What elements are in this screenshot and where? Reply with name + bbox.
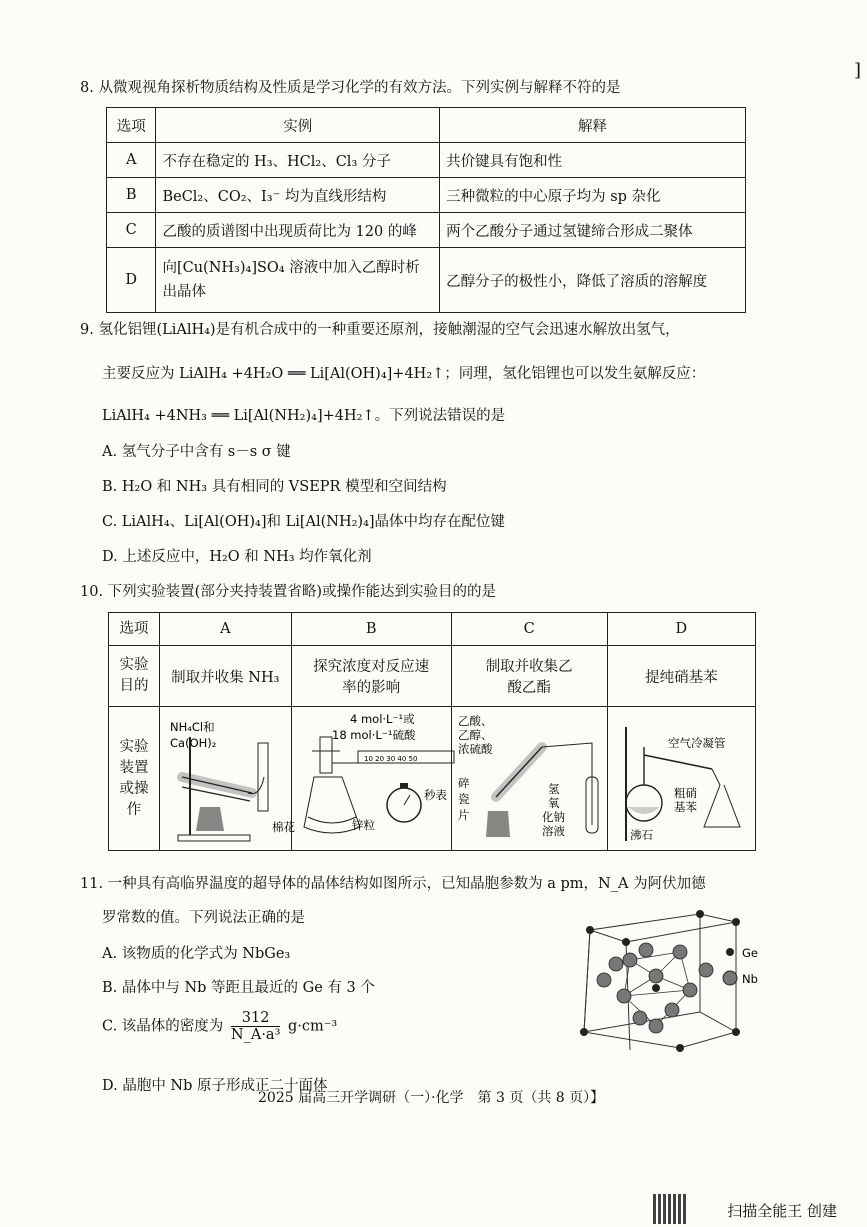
q10-header-b: B bbox=[291, 613, 451, 646]
q11-option-a: A. 该物质的化学式为 NbGe₃ bbox=[102, 946, 291, 962]
q8-option-d: D bbox=[107, 248, 156, 313]
label-acetic-acid: 乙酸、 bbox=[457, 714, 493, 728]
apparatus-b-drawing bbox=[292, 707, 462, 850]
q8-option-a: A bbox=[107, 143, 156, 178]
label-caoh2: Ca(OH)₂ bbox=[169, 736, 217, 750]
q10-header-option: 选项 bbox=[109, 613, 160, 646]
label-solution: 溶液 bbox=[541, 824, 565, 838]
q8-example-c: 乙酸的质谱图中出现质荷比为 120 的峰 bbox=[156, 213, 440, 248]
legend-nb-marker bbox=[723, 971, 737, 985]
q9-option-d: D. 上述反应中，H₂O 和 NH₃ 均作氧化剂 bbox=[102, 549, 372, 565]
label-hydrogen: 氢 bbox=[547, 782, 560, 796]
legend-ge-label: Ge bbox=[742, 946, 758, 960]
q8-stem: 8. 从微观视角探析物质结构及性质是学习化学的有效方法。下列实例与解释不符的是 bbox=[80, 80, 621, 96]
q11-stem-line2: 罗常数的值。下列说法正确的是 bbox=[102, 910, 305, 926]
label-sodium: 化钠 bbox=[541, 810, 565, 824]
q10-header-d: D bbox=[607, 613, 755, 646]
table-header-row bbox=[107, 108, 746, 143]
table-row bbox=[107, 248, 746, 313]
q8-example-a: 不存在稳定的 H₃、HCl₂、Cl₃ 分子 bbox=[156, 143, 440, 178]
q8-header-option: 选项 bbox=[107, 108, 156, 143]
q8-table bbox=[106, 107, 746, 313]
label-syringe-scale: 10 20 30 40 50 bbox=[363, 755, 418, 763]
density-denominator: N_A·a³ bbox=[230, 1027, 281, 1043]
q8-header-explanation: 解释 bbox=[440, 108, 746, 143]
density-numerator: 312 bbox=[231, 1010, 280, 1027]
qr-code-icon bbox=[653, 1194, 687, 1224]
table-row bbox=[107, 178, 746, 213]
q9-option-b: B. H₂O 和 NH₃ 具有相同的 VSEPR 模型和空间结构 bbox=[102, 479, 447, 495]
label-ethanol: 乙醇、 bbox=[457, 728, 493, 742]
q10-header-a: A bbox=[159, 613, 291, 646]
label-oxygen: 氧 bbox=[547, 796, 560, 810]
apparatus-b bbox=[291, 707, 451, 851]
q8-explanation-c: 两个乙酸分子通过氢键缔合形成二聚体 bbox=[440, 213, 746, 248]
page-footer: 2025 届高三开学调研（一）·化学 第 3 页（共 8 页）】 bbox=[258, 1090, 605, 1106]
q11-stem-line1: 11. 一种具有高临界温度的超导体的晶体结构如图所示，已知晶胞参数为 a pm，N_A 为阿伏加德 bbox=[80, 876, 706, 892]
q9-stem-line3: LiAlH₄ +4NH₃ ══ Li[Al(NH₂)₄]+4H₂↑。下列说法错误的是 bbox=[102, 408, 506, 424]
apparatus-d-drawing bbox=[608, 707, 766, 850]
apparatus-d bbox=[607, 707, 755, 851]
q11-option-c bbox=[102, 1010, 337, 1043]
q11-option-c-prefix: C. 该晶体的密度为 bbox=[102, 1018, 224, 1035]
apparatus-a bbox=[159, 707, 295, 851]
table-row bbox=[107, 143, 746, 178]
q9-stem-line2: 主要反应为 LiAlH₄ +4H₂O ══ Li[Al(OH)₄]+4H₂↑；同理，氢化铝锂也可以发生氨解反应： bbox=[102, 366, 706, 382]
label-broken: 碎 bbox=[457, 776, 470, 790]
label-zinc: 锌粒 bbox=[351, 818, 375, 832]
table-row bbox=[109, 646, 756, 707]
q11-option-d: D. 晶胞中 Nb 原子形成正二十面体 bbox=[102, 1078, 328, 1094]
label-18mol: 18 mol·L⁻¹硫酸 bbox=[331, 728, 416, 742]
label-air-condenser: 空气冷凝管 bbox=[667, 736, 726, 750]
q10-purpose-c: 制取并收集乙酸乙酯 bbox=[451, 646, 607, 707]
q8-header-example: 实例 bbox=[156, 108, 440, 143]
label-piece: 片 bbox=[457, 808, 470, 822]
q11-option-b: B. 晶体中与 Nb 等距且最近的 Ge 有 3 个 bbox=[102, 980, 375, 996]
table-row bbox=[109, 707, 756, 851]
q8-explanation-b: 三种微粒的中心原子均为 sp 杂化 bbox=[440, 178, 746, 213]
q10-purpose-a: 制取并收集 NH₃ bbox=[159, 646, 291, 707]
q10-table bbox=[108, 612, 756, 851]
q10-header-c: C bbox=[451, 613, 607, 646]
q8-example-d: 向[Cu(NH₃)₄]SO₄ 溶液中加入乙醇时析出晶体 bbox=[156, 248, 440, 313]
scanner-watermark: 扫描全能王 创建 bbox=[727, 1202, 837, 1220]
q9-option-a: A. 氢气分子中含有 s－s σ 键 bbox=[102, 444, 291, 460]
q8-explanation-a: 共价键具有饱和性 bbox=[440, 143, 746, 178]
legend-ge-marker bbox=[726, 948, 734, 956]
q10-purpose-d: 提纯硝基苯 bbox=[607, 646, 755, 707]
q8-option-b: B bbox=[107, 178, 156, 213]
density-unit: g·cm⁻³ bbox=[288, 1018, 338, 1035]
table-header-row bbox=[109, 613, 756, 646]
q8-example-b: BeCl₂、CO₂、I₃⁻ 均为直线形结构 bbox=[156, 178, 440, 213]
label-4mol: 4 mol·L⁻¹或 bbox=[349, 712, 415, 726]
q10-purpose-label: 实验目的 bbox=[109, 646, 160, 707]
q9-stem-line1: 9. 氢化铝锂(LiAlH₄)是有机合成中的一种重要还原剂，接触潮湿的空气会迅速水解放出氢气， bbox=[80, 322, 680, 338]
apparatus-c bbox=[451, 707, 607, 851]
apparatus-c-drawing bbox=[452, 707, 616, 850]
label-boiling-chips: 沸石 bbox=[629, 828, 653, 842]
legend-nb-label: Nb bbox=[742, 972, 758, 986]
apparatus-a-drawing bbox=[160, 707, 300, 850]
q10-apparatus-label: 实验装置或操作 bbox=[109, 707, 160, 851]
q10-purpose-b: 探究浓度对反应速率的影响 bbox=[291, 646, 451, 707]
label-nitrobenzene: 基苯 bbox=[673, 800, 697, 814]
q8-explanation-d: 乙醇分子的极性小，降低了溶质的溶解度 bbox=[440, 248, 746, 313]
label-stopwatch: 秒表 bbox=[423, 788, 447, 802]
label-conc-h2so4: 浓硫酸 bbox=[457, 742, 493, 756]
density-fraction bbox=[231, 1010, 280, 1043]
table-row bbox=[107, 213, 746, 248]
q10-stem: 10. 下列实验装置(部分夹持装置省略)或操作能达到实验目的的是 bbox=[80, 584, 496, 600]
q9-option-c: C. LiAlH₄、Li[Al(OH)₄]和 Li[Al(NH₂)₄]晶体中均存在配位键 bbox=[102, 514, 506, 530]
crystal-structure-figure bbox=[560, 900, 780, 1060]
q8-option-c: C bbox=[107, 213, 156, 248]
page-edge-bracket: ] bbox=[853, 60, 861, 81]
label-nh4cl: NH₄Cl和 bbox=[169, 720, 215, 734]
label-cotton: 棉花 bbox=[271, 820, 295, 834]
label-porcelain: 瓷 bbox=[457, 792, 470, 806]
label-crude: 粗硝 bbox=[673, 786, 697, 800]
